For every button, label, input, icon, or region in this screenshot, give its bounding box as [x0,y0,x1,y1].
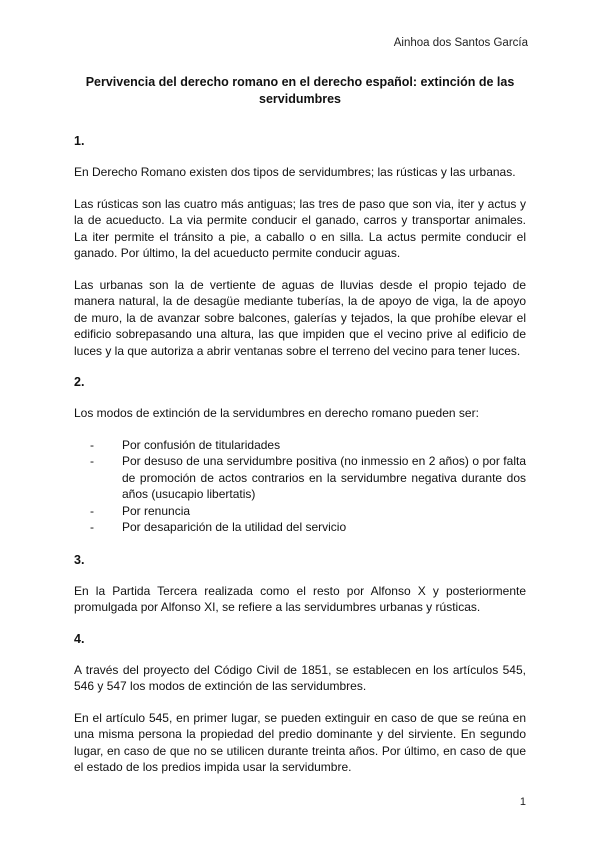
paragraph: Los modos de extinción de la servidumbres en derecho romano pueden ser: [74,406,479,420]
header-author: Ainhoa dos Santos García [393,37,528,49]
section-number: 2. [74,375,85,389]
list-item-text: Por desaparición de la utilidad del servicio [122,520,347,534]
paragraph: A través del proyecto del Código Civil de 1851, se establecen en los artículos 545, 546 y 547 los modos de extinción de las servidumbres. [74,662,526,693]
list-marker: - [90,454,94,468]
paragraph: En Derecho Romano existen dos tipos de servidumbres; las rústicas y las urbanas. [74,165,516,179]
section-4 [74,631,526,776]
list-item [90,453,526,503]
list-item [90,503,526,520]
list-item-text: Por renuncia [122,503,191,518]
paragraph: En el artículo 545, en primer lugar, se pueden extinguir en caso de que se reúna en una misma persona la propiedad del predio dominante y del sirviente. En segundo lugar, en caso de que no se utilicen durante treinta años. Por último, en caso de que el estado de los predios impida usar la servidumbre. [74,710,526,774]
section-number: 3. [74,552,85,567]
extinction-modes-list [74,437,526,536]
section-number: 1. [74,134,85,148]
list-item [90,519,526,536]
page-number: 1 [519,796,526,808]
paragraph: Las urbanas son la de vertiente de aguas de lluvias desde el propio tejado de manera natural, la de desagüe mediante tuberías, la de apoyo de viga, la de apoyo de muro, la de avanzar sobre balcones, galerías y tejados, la que prohíbe elevar el edificio sobrepasando una altura, las que impiden que el vecino prive al edificio de luces y la que autoriza a abrir ventanas sobre el terreno del vecino para tener luces. [74,277,526,358]
paragraph: En la Partida Tercera realizada como el resto por Alfonso X y posteriormente promulgada por Alfonso XI, se refiere a las servidumbres urbanas y rústicas. [74,583,526,614]
list-item-text: Por confusión de titularidades [122,437,281,452]
section-number: 4. [74,631,85,646]
paragraph: Las rústicas son las cuatro más antiguas; las tres de paso que son via, iter y actus y la de acueducto. La via permite conducir el ganado, carros y transportar animales. La iter permite el tránsito a pie, a caballo o en silla. La actus permite conducir el ganado. Por último, la del acueducto permite conducir aguas. [74,196,526,260]
list-marker: - [90,437,94,452]
list-item [90,437,526,454]
list-marker: - [90,520,94,534]
list-marker: - [90,503,94,518]
section-1 [74,133,526,359]
section-3 [74,552,526,616]
document-body [74,133,526,791]
list-item-text: Por desuso de una servidumbre positiva (no inmessio en 2 años) o por falta de promoción de actos contrarios en la servidumbre negativa durante dos años (usucapio libertatis) [122,454,526,501]
section-2 [74,374,526,536]
document-title: Pervivencia del derecho romano en el derecho español: extinción de las servidumbres [85,75,515,106]
